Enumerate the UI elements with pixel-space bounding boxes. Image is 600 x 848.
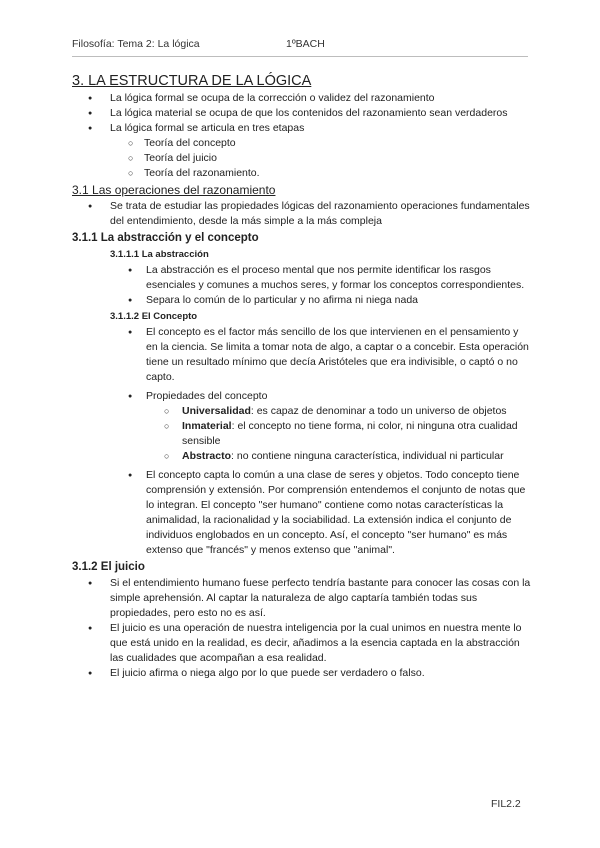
list-item: ● El concepto es el factor más sencillo de los que intervienen en el pensamiento y en la ciencia. Se limita a tomar nota de algo, a captar o a concebir. Esta operación tiene un resultado mínimo que decía Aristóteles que era indivisible, o captó o no capto.: [72, 325, 532, 385]
list-item: ● Propiedades del concepto: [72, 389, 532, 404]
section-3-1-1-1-title: 3.1.1.1 La abstracción: [110, 249, 209, 260]
list-item: ● El juicio afirma o niega algo por lo que puede ser verdadero o falso.: [72, 666, 532, 681]
section-3-1-2-title: 3.1.2 El juicio: [72, 561, 145, 573]
property-text: : es capaz de denominar a todo un universo de objetos: [250, 405, 507, 417]
page-number: FIL2.2: [491, 798, 521, 810]
property-text: : no contiene ninguna característica, individual ni particular: [231, 450, 504, 462]
document-body: [72, 72, 532, 681]
section-3-1-1-2-title: 3.1.1.2 El Concepto: [110, 311, 198, 322]
property-term: Inmaterial: [182, 420, 232, 432]
section-3-title: 3. LA ESTRUCTURA DE LA LÓGICA: [72, 73, 312, 89]
property-item: [72, 404, 532, 419]
list-item: ● La abstracción es el proceso mental que nos permite identificar los rasgos esenciales y comunes a muchos seres, y formar los conceptos correspondientes.: [72, 263, 532, 293]
sub-list-item: ○ Teoría del razonamiento.: [72, 166, 532, 181]
list-item: ● El juicio es una operación de nuestra inteligencia por la cual unimos en nuestra mente lo que está unido en la realidad, es decir, añadimos a la esencia captada en la abstracción las cualidades que acompañan a esa realidad.: [72, 621, 532, 666]
section-3-1-1-title: 3.1.1 La abstracción y el concepto: [72, 232, 259, 244]
list-item: ● La lógica material se ocupa de que los contenidos del razonamiento sean verdaderos: [72, 106, 532, 121]
header-subject: Filosofía: Tema 2: La lógica: [72, 38, 200, 50]
list-item: ● Si el entendimiento humano fuese perfecto tendría bastante para conocer las cosas con la simple aprehensión. Al captar la naturaleza de algo captaría también todas sus propiedades, pero esto no es así.: [72, 576, 532, 621]
property-text: : el concepto no tiene forma, ni color, ni ninguna otra cualidad sensible: [182, 420, 518, 447]
property-item: [72, 449, 532, 464]
property-item: [72, 419, 532, 449]
list-item: ● El concepto capta lo común a una clase de seres y objetos. Todo concepto tiene comprensión y extensión. Por comprensión entendemos el conjunto de notas que lo integran. El concepto "ser humano" contiene como notas características la animalidad, la racionalidad y la sociabilidad. La extensión indica el conjunto de individuos englobados en un concepto. Así, el concepto "ser humano" es más extenso que "francés" y menos extenso que "animal".: [72, 468, 532, 558]
list-item: ● La lógica formal se ocupa de la corrección o validez del razonamiento: [72, 91, 532, 106]
sub-list-item: ○ Teoría del juicio: [72, 151, 532, 166]
property-term: Abstracto: [182, 450, 232, 462]
section-3-1-title: 3.1 Las operaciones del razonamiento: [72, 183, 276, 197]
list-item: ● Se trata de estudiar las propiedades lógicas del razonamiento operaciones fundamentales del entendimiento, desde la más simple a la más compleja: [72, 199, 532, 229]
property-term: Universalidad: [182, 405, 251, 417]
page-header: [72, 36, 528, 57]
list-item: ● Separa lo común de lo particular y no afirma ni niega nada: [72, 293, 532, 308]
header-course: 1ºBACH: [286, 38, 325, 50]
list-item: ● La lógica formal se articula en tres etapas: [72, 121, 532, 136]
sub-list-item: ○ Teoría del concepto: [72, 136, 532, 151]
